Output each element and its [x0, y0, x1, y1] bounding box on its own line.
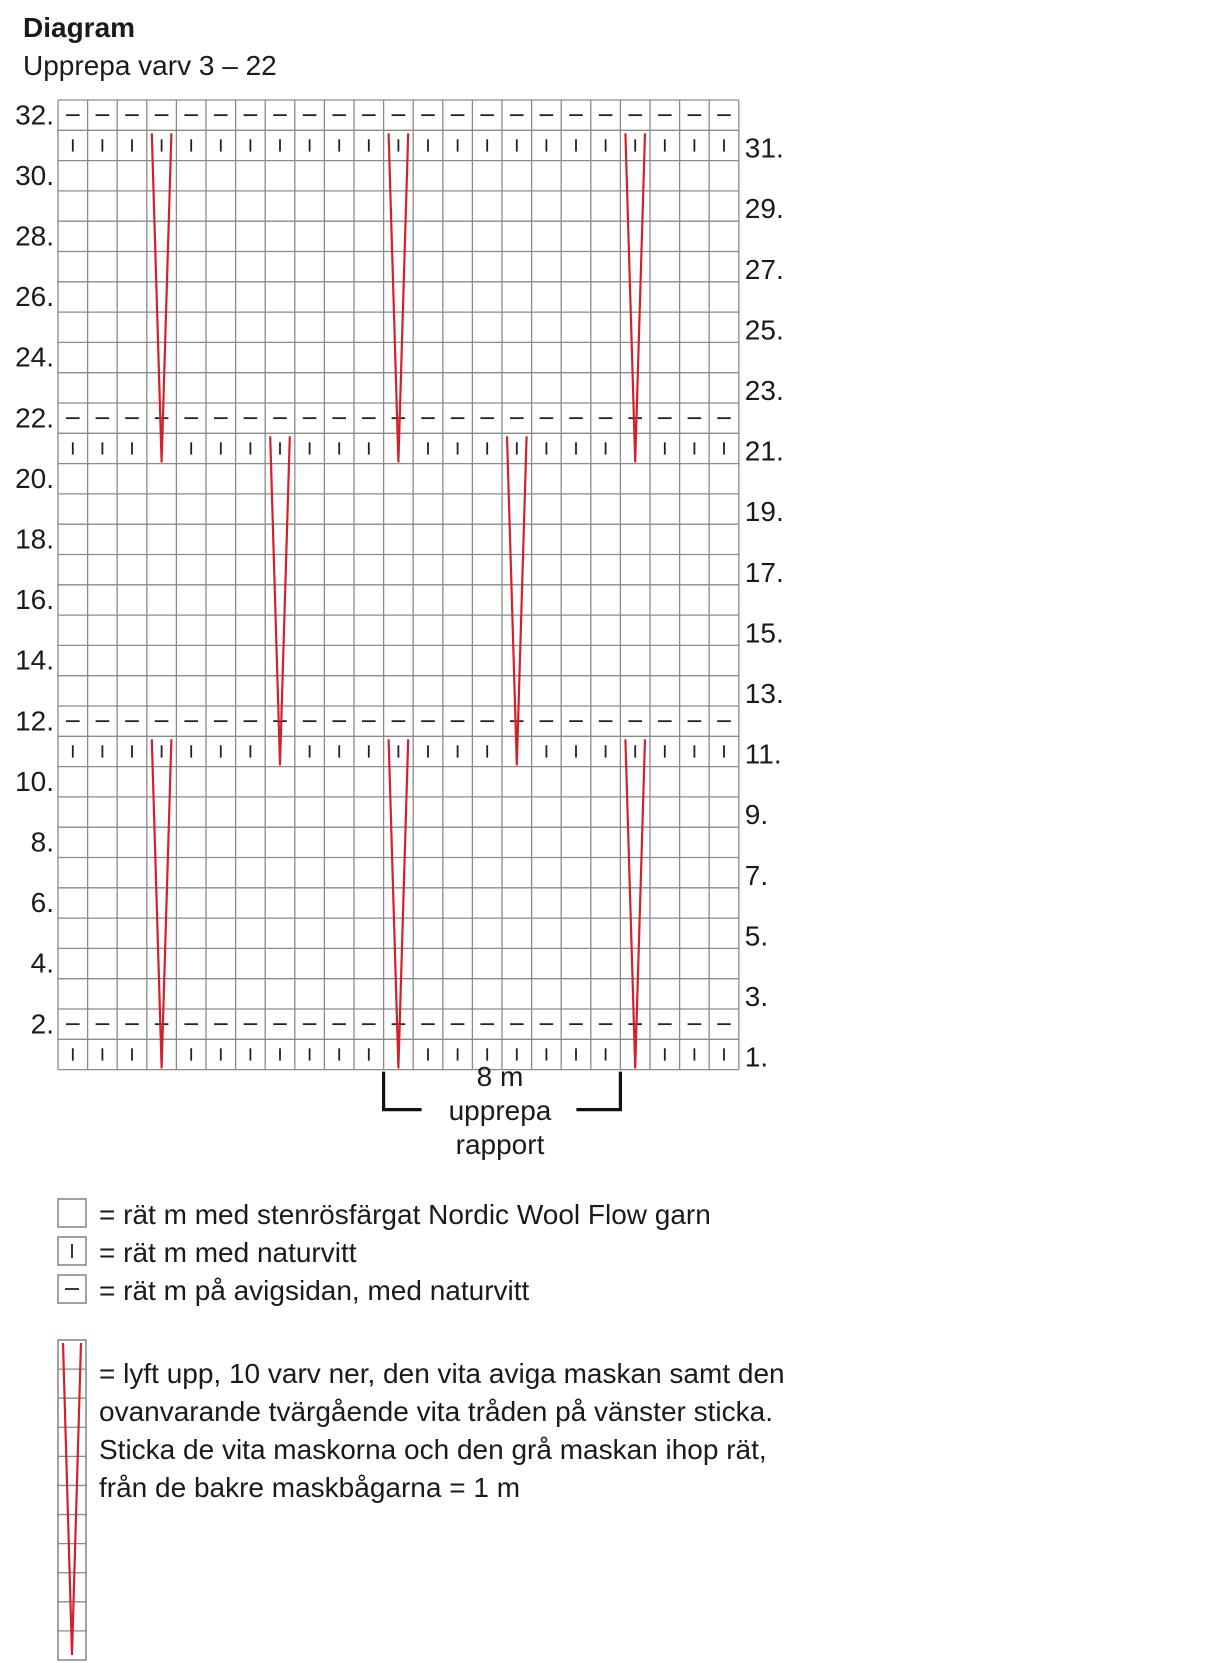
legend-dash-text: = rät m på avigsidan, med naturvitt [99, 1275, 530, 1306]
row-label-right: 11. [744, 738, 782, 770]
row-label-left: 10. [15, 765, 54, 797]
row-label-right: 23. [744, 375, 784, 406]
legend-bar-text: = rät m med naturvitt [99, 1237, 357, 1268]
legend-lift-text-3: Sticka de vita maskorna och den grå maskan ihop rät, [99, 1434, 767, 1465]
row-label-left: 8. [30, 826, 54, 858]
row-label-right: 7. [744, 859, 769, 891]
row-label-left: 14. [15, 644, 54, 676]
repeat-label-line-3: rapport [455, 1129, 545, 1160]
row-label-left: 30. [15, 159, 54, 191]
lifted-stitch-mark [507, 436, 527, 764]
legend-symbols [58, 1199, 86, 1660]
legend-lift-text-4: från de bakre maskbågarna = 1 m [99, 1472, 521, 1503]
legend-swatch-box [58, 1199, 86, 1227]
lifted-stitch-mark [625, 739, 645, 1067]
row-label-left: 16. [15, 584, 54, 616]
row-label-right: 21. [744, 435, 784, 467]
row-label-right: 13. [744, 678, 784, 709]
legend-empty-text: = rät m med stenrösfärgat Nordic Wool Flow garn [99, 1199, 711, 1230]
row-label-left: 20. [15, 462, 54, 494]
row-label-left: 26. [15, 281, 54, 313]
lifted-stitch-mark [152, 133, 172, 461]
row-label-left: 18. [15, 523, 54, 555]
chart-row-labels [15, 99, 784, 1072]
lifted-stitch-mark [389, 739, 409, 1067]
row-label-right: 25. [744, 314, 784, 346]
lifted-stitch-mark [389, 133, 409, 461]
repeat-label-line-2: upprepa [448, 1095, 552, 1126]
row-label-right: 3. [744, 981, 769, 1012]
legend-lift-text-2: ovanvarande tvärgående vita tråden på vänster sticka. [99, 1396, 773, 1427]
row-label-right: 19. [744, 496, 784, 528]
row-label-left: 6. [30, 887, 54, 919]
repeat-bracket-left [384, 1072, 422, 1110]
row-label-right: 17. [744, 556, 784, 588]
lifted-stitch-mark [625, 133, 645, 461]
row-label-left: 28. [15, 220, 54, 252]
chart-grid [58, 100, 739, 1070]
row-label-right: 15. [744, 617, 784, 649]
row-label-right: 31. [744, 132, 784, 164]
row-label-right: 27. [744, 253, 784, 285]
legend-lift-text-1: = lyft upp, 10 varv ner, den vita aviga maskan samt den [99, 1358, 785, 1389]
row-label-left: 22. [15, 402, 54, 434]
repeat-label-line-1: 8 m [476, 1061, 524, 1092]
row-label-right: 1. [744, 1041, 769, 1073]
diagram-title: Diagram [23, 12, 136, 43]
lifted-stitch-mark [152, 739, 172, 1067]
row-label-left: 4. [30, 947, 54, 979]
lifted-stitch-mark [270, 436, 290, 764]
legend-lift-column [58, 1340, 86, 1660]
row-label-left: 12. [15, 705, 54, 737]
chart-lifted-stitches [152, 133, 645, 1067]
row-label-right: 9. [744, 799, 769, 831]
diagram-subtitle: Upprepa varv 3 – 22 [23, 50, 277, 81]
row-label-right: 5. [744, 920, 769, 952]
row-label-left: 32. [15, 99, 54, 131]
row-label-left: 24. [15, 341, 54, 373]
row-label-right: 29. [744, 193, 784, 225]
repeat-bracket-right [576, 1072, 620, 1110]
row-label-left: 2. [30, 1008, 54, 1040]
